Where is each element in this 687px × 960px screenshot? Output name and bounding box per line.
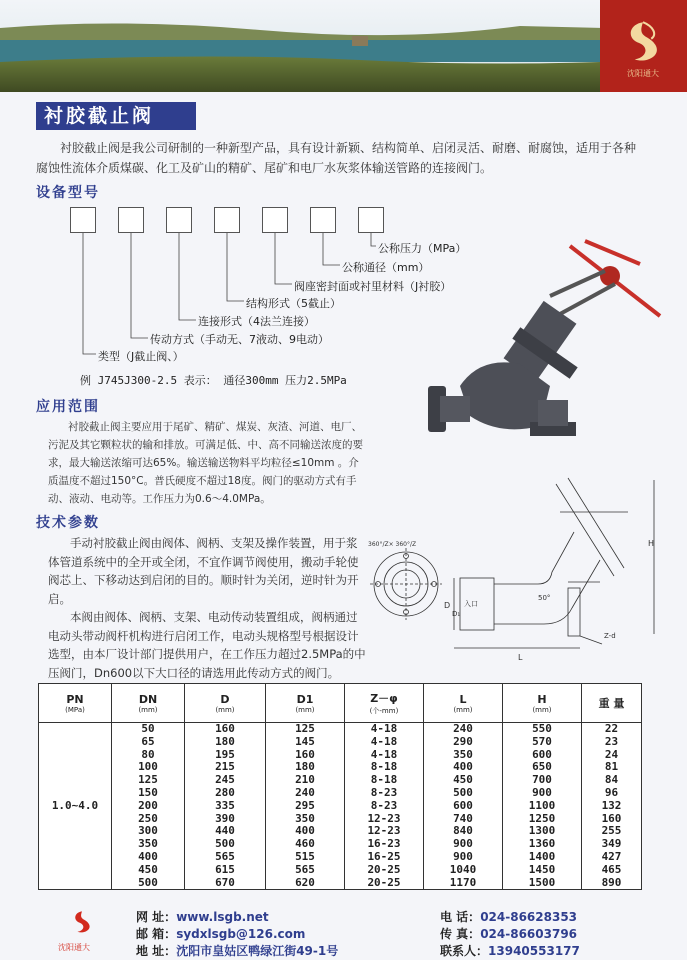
technical-drawing — [368, 472, 668, 672]
table-cell: 460 — [266, 838, 345, 851]
inlet-label: 入口 — [464, 600, 478, 608]
table-cell: 450 — [112, 864, 185, 877]
table-cell: 280 — [185, 787, 266, 800]
table-cell: 215 — [185, 761, 266, 774]
label-type: 类型（J截止阀、） — [98, 350, 184, 363]
table-cell: 160 — [266, 749, 345, 762]
table-cell: 615 — [185, 864, 266, 877]
table-row — [39, 877, 642, 890]
table-cell: 400 — [424, 761, 503, 774]
address-label: 地 址： — [136, 944, 177, 958]
table-cell: 565 — [266, 864, 345, 877]
table-cell: 500 — [112, 877, 185, 890]
table-cell: 255 — [582, 825, 642, 838]
label-structure: 结构形式（5截止） — [246, 297, 341, 310]
table-cell: 84 — [582, 774, 642, 787]
table-cell: 125 — [112, 774, 185, 787]
table-cell: 350 — [112, 838, 185, 851]
table-cell: 1300 — [503, 825, 582, 838]
label-pressure: 公称压力（MPa） — [378, 242, 467, 255]
pn-cell: 1.0~4.0 — [39, 723, 112, 890]
table-cell: 1500 — [503, 877, 582, 890]
tel-value: 024-86628353 — [480, 910, 578, 924]
table-cell: 50 — [112, 723, 185, 736]
col-z: Z－φ (个-mm) — [345, 684, 424, 723]
table-cell: 620 — [266, 877, 345, 890]
technical-paragraph-1: 手动衬胶截止阀由阀体、阀柄、支架及操作装置，用于浆体管道系统中的全开或全闭，不宜作调节阀使用，搬动手轮使阀芯上、下移动达到启闭的目的。顺时针为关闭，逆时针为开启。 — [48, 536, 359, 606]
table-cell: 1170 — [424, 877, 503, 890]
table-cell: 240 — [424, 723, 503, 736]
table-cell: 350 — [424, 749, 503, 762]
col-weight: 重 量 — [582, 684, 642, 723]
table-cell: 125 — [266, 723, 345, 736]
col-d: D (mm) — [185, 684, 266, 723]
table-cell: 440 — [185, 825, 266, 838]
footer-contact — [440, 942, 580, 959]
table-cell: 700 — [503, 774, 582, 787]
footer-brand-caption: 沈阳通大 — [58, 943, 90, 952]
table-cell: 550 — [503, 723, 582, 736]
table-cell: 180 — [266, 761, 345, 774]
table-cell: 4-18 — [345, 723, 424, 736]
spec-table — [38, 683, 642, 890]
table-row — [39, 864, 642, 877]
fax-label: 传 真： — [440, 927, 481, 941]
angle-label: 50° — [538, 594, 551, 602]
footer-logo-icon — [62, 908, 102, 942]
spec-table-body — [39, 723, 642, 890]
table-cell: 200 — [112, 800, 185, 813]
table-cell: 900 — [503, 787, 582, 800]
table-cell: 465 — [582, 864, 642, 877]
table-cell: 8-23 — [345, 787, 424, 800]
fax-value: 024-86603796 — [480, 927, 578, 941]
table-cell: 195 — [185, 749, 266, 762]
table-cell: 150 — [112, 787, 185, 800]
technical-paragraph-2: 本阀由阀体、阀柄、支架、电动传动装置组成，阀柄通过电动头带动阀杆机构进行启闭工作，电动头规格型号根据设计选型，由本厂设计部门提供用户，在工作压力超过2.5MPa的中压阀门，Dn600以下大口径的请选用此传动方式的阀门。 — [48, 610, 366, 680]
table-cell: 450 — [424, 774, 503, 787]
d1-label: D₁ — [452, 610, 461, 618]
table-row — [39, 723, 642, 736]
table-cell: 16-25 — [345, 851, 424, 864]
table-cell: 1400 — [503, 851, 582, 864]
table-cell: 300 — [112, 825, 185, 838]
table-cell: 145 — [266, 736, 345, 749]
model-heading: 设备型号 — [36, 185, 100, 201]
table-cell: 12-23 — [345, 813, 424, 826]
footer-fax — [440, 925, 577, 942]
table-cell: 515 — [266, 851, 345, 864]
intro-paragraph: 衬胶截止阀是我公司研制的一种新型产品，具有设计新颖、结构简单、启闭灵活、耐磨、耐腐蚀，适用于各种腐蚀性流体介质煤碳、化工及矿山的精矿、尾矿和电厂水灰浆体输送管路的连接阀门。 — [36, 141, 637, 175]
footer — [0, 902, 687, 960]
table-cell: 20-25 — [345, 864, 424, 877]
table-cell: 670 — [185, 877, 266, 890]
l-label: L — [518, 653, 523, 662]
footer-tel — [440, 908, 577, 925]
table-cell: 250 — [112, 813, 185, 826]
mail-link[interactable]: sydxlsgb@126.com — [176, 927, 306, 941]
h-label: H — [648, 539, 655, 548]
valve-photo — [420, 236, 670, 466]
table-cell: 565 — [185, 851, 266, 864]
table-cell: 160 — [582, 813, 642, 826]
table-cell: 240 — [266, 787, 345, 800]
tel-label: 电 话： — [440, 910, 481, 924]
d-label: D — [444, 601, 451, 610]
table-cell: 20-25 — [345, 877, 424, 890]
table-cell: 900 — [424, 851, 503, 864]
table-cell: 840 — [424, 825, 503, 838]
table-cell: 290 — [424, 736, 503, 749]
table-cell: 160 — [185, 723, 266, 736]
table-cell: 8-18 — [345, 761, 424, 774]
contact-label: 联系人： — [440, 944, 489, 958]
table-cell: 349 — [582, 838, 642, 851]
application-text: 衬胶截止阀主要应用于尾矿、精矿、煤炭、灰渣、河道、电厂、污泥及其它颗粒状的输和排放。可满足低、中、高不同输送浓度的要求，最大输送浓缩可达65%。输送输送物料平均粒径≤10mm 。介质温度不超过150°C。普氏硬度不超过18度。阀门的驱动方式有手动、液动、电动等。工作压力为0.6～4.0MPa。 — [48, 421, 363, 505]
table-row — [39, 787, 642, 800]
technical-text — [48, 534, 366, 682]
table-row — [39, 800, 642, 813]
table-cell: 740 — [424, 813, 503, 826]
page-title: 衬胶截止阀 — [36, 102, 196, 130]
technical-heading: 技术参数 — [36, 515, 100, 531]
table-row — [39, 736, 642, 749]
address-value: 沈阳市皇姑区鸭绿江街49-1号 — [176, 944, 339, 958]
table-cell: 650 — [503, 761, 582, 774]
table-cell: 132 — [582, 800, 642, 813]
flange-angle-label: 360°/Z× 360°/Z — [368, 541, 417, 548]
landscape-photo — [0, 0, 687, 92]
col-pn: PN (MPa) — [39, 684, 112, 723]
table-cell: 4-18 — [345, 736, 424, 749]
label-diameter: 公称通径（mm） — [342, 261, 430, 274]
label-seat-material: 阀座密封面或衬里材料（J衬胶） — [294, 280, 452, 293]
col-d1: D1 (mm) — [266, 684, 345, 723]
spec-table-header — [39, 684, 642, 723]
table-cell: 295 — [266, 800, 345, 813]
table-cell: 390 — [185, 813, 266, 826]
table-cell: 8-23 — [345, 800, 424, 813]
brand-caption: 沈阳通大 — [627, 69, 659, 78]
table-cell: 12-23 — [345, 825, 424, 838]
contact-value: 13940553177 — [488, 944, 580, 958]
table-cell: 81 — [582, 761, 642, 774]
table-cell: 4-18 — [345, 749, 424, 762]
table-cell: 245 — [185, 774, 266, 787]
table-cell: 180 — [185, 736, 266, 749]
col-l: L (mm) — [424, 684, 503, 723]
table-cell: 210 — [266, 774, 345, 787]
col-dn: DN (mm) — [112, 684, 185, 723]
table-cell: 900 — [424, 838, 503, 851]
table-cell: 23 — [582, 736, 642, 749]
table-cell: 400 — [112, 851, 185, 864]
table-cell: 22 — [582, 723, 642, 736]
header-banner — [0, 0, 687, 92]
table-cell: 1250 — [503, 813, 582, 826]
table-cell: 570 — [503, 736, 582, 749]
table-cell: 350 — [266, 813, 345, 826]
table-cell: 500 — [424, 787, 503, 800]
table-cell: 8-18 — [345, 774, 424, 787]
table-cell: 96 — [582, 787, 642, 800]
footer-address — [136, 942, 338, 959]
table-cell: 427 — [582, 851, 642, 864]
table-cell: 1040 — [424, 864, 503, 877]
footer-mail — [136, 925, 305, 942]
table-cell: 600 — [424, 800, 503, 813]
table-cell: 400 — [266, 825, 345, 838]
footer-web — [136, 908, 269, 925]
table-cell: 16-23 — [345, 838, 424, 851]
web-link[interactable]: www.lsgb.net — [176, 910, 269, 924]
application-heading: 应用范围 — [36, 399, 100, 415]
table-cell: 600 — [503, 749, 582, 762]
label-drive: 传动方式（手动无、7液动、9电动） — [150, 333, 329, 346]
table-cell: 1450 — [503, 864, 582, 877]
table-cell: 24 — [582, 749, 642, 762]
table-cell: 500 — [185, 838, 266, 851]
web-label: 网 址： — [136, 910, 177, 924]
mail-label: 邮 箱： — [136, 927, 177, 941]
table-cell: 335 — [185, 800, 266, 813]
table-cell: 65 — [112, 736, 185, 749]
table-row — [39, 851, 642, 864]
table-cell: 1360 — [503, 838, 582, 851]
label-connection: 连接形式（4法兰连接） — [198, 315, 315, 328]
col-h: H (mm) — [503, 684, 582, 723]
zd-label: Z-d — [604, 632, 616, 640]
table-cell: 1100 — [503, 800, 582, 813]
model-example: 例 J745J300-2.5 表示： 通径300mm 压力2.5MPa — [80, 374, 347, 387]
table-cell: 100 — [112, 761, 185, 774]
table-cell: 890 — [582, 877, 642, 890]
table-cell: 80 — [112, 749, 185, 762]
